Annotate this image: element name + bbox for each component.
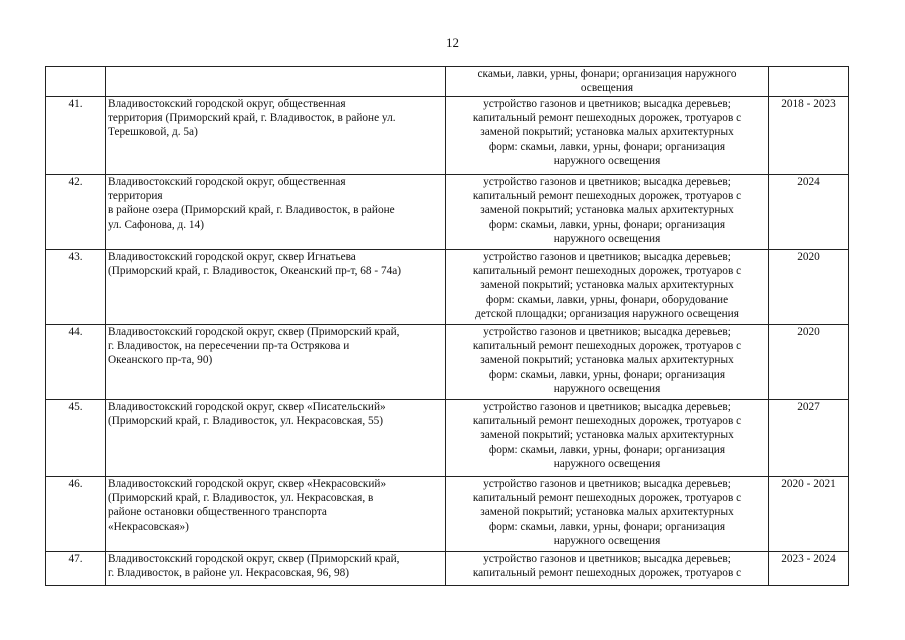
object-cell (106, 67, 446, 97)
works-cell: устройство газонов и цветников; высадка деревьев; капитальный ремонт пешеходных дорожек, тротуаров с заменой покрытий; установка малых архитектурных форм: скамьи, лавки, урны, фонари; организация наружного освещения (446, 325, 769, 400)
table-row (46, 250, 849, 325)
object-cell: Владивостокский городской округ, сквер «Писательский» (Приморский край, г. Владивосток, ул. Некрасовская, 55) (106, 400, 446, 477)
table-row (46, 477, 849, 552)
works-cell: устройство газонов и цветников; высадка деревьев; капитальный ремонт пешеходных дорожек, тротуаров с заменой покрытий; установка малых архитектурных форм: скамьи, лавки, урны, фонари, оборудование детской площадки; организация наружного освещения (446, 250, 769, 325)
years-cell: 2020 (769, 325, 849, 400)
years-cell: 2024 (769, 175, 849, 250)
row-number-cell: 42. (46, 175, 106, 250)
row-number-cell: 47. (46, 552, 106, 586)
table-row (46, 97, 849, 175)
works-cell: устройство газонов и цветников; высадка деревьев; капитальный ремонт пешеходных дорожек, тротуаров с заменой покрытий; установка малых архитектурных форм: скамьи, лавки, урны, фонари; организация наружного освещения (446, 477, 769, 552)
works-cell: устройство газонов и цветников; высадка деревьев; капитальный ремонт пешеходных дорожек, тротуаров с (446, 552, 769, 586)
row-number-cell (46, 67, 106, 97)
object-cell: Владивостокский городской округ, сквер «Некрасовский» (Приморский край, г. Владивосток, ул. Некрасовская, в районе остановки общественного транспорта «Некрасовская») (106, 477, 446, 552)
row-number-cell: 46. (46, 477, 106, 552)
years-cell (769, 67, 849, 97)
table-row (46, 552, 849, 586)
improvement-objects-table (45, 66, 849, 586)
object-cell: Владивостокский городской округ, сквер Игнатьева (Приморский край, г. Владивосток, Океанский пр-т, 68 - 74а) (106, 250, 446, 325)
row-number-cell: 45. (46, 400, 106, 477)
table-row (46, 400, 849, 477)
object-cell: Владивостокский городской округ, общественная территория в районе озера (Приморский край, г. Владивосток, в районе ул. Сафонова, д. 14) (106, 175, 446, 250)
years-cell: 2020 - 2021 (769, 477, 849, 552)
works-cell: скамьи, лавки, урны, фонари; организация наружного освещения (446, 67, 769, 97)
table-row (46, 67, 849, 97)
row-number-cell: 44. (46, 325, 106, 400)
years-cell: 2018 - 2023 (769, 97, 849, 175)
row-number-cell: 43. (46, 250, 106, 325)
table-row (46, 175, 849, 250)
works-cell: устройство газонов и цветников; высадка деревьев; капитальный ремонт пешеходных дорожек, тротуаров с заменой покрытий; установка малых архитектурных форм: скамьи, лавки, урны, фонари; организация наружного освещения (446, 175, 769, 250)
page-number: 12 (446, 35, 459, 50)
object-cell: Владивостокский городской округ, сквер (Приморский край, г. Владивосток, на пересечении пр-та Острякова и Океанского пр-та, 90) (106, 325, 446, 400)
years-cell: 2023 - 2024 (769, 552, 849, 586)
years-cell: 2027 (769, 400, 849, 477)
years-cell: 2020 (769, 250, 849, 325)
works-cell: устройство газонов и цветников; высадка деревьев; капитальный ремонт пешеходных дорожек, тротуаров с заменой покрытий; установка малых архитектурных форм: скамьи, лавки, урны, фонари; организация наружного освещения (446, 97, 769, 175)
row-number-cell: 41. (46, 97, 106, 175)
works-cell: устройство газонов и цветников; высадка деревьев; капитальный ремонт пешеходных дорожек, тротуаров с заменой покрытий; установка малых архитектурных форм: скамьи, лавки, урны, фонари; организация наружного освещения (446, 400, 769, 477)
object-cell: Владивостокский городской округ, сквер (Приморский край, г. Владивосток, в районе ул. Некрасовская, 96, 98) (106, 552, 446, 586)
table-row (46, 325, 849, 400)
object-cell: Владивостокский городской округ, общественная территория (Приморский край, г. Владивосток, в районе ул. Терешковой, д. 5а) (106, 97, 446, 175)
